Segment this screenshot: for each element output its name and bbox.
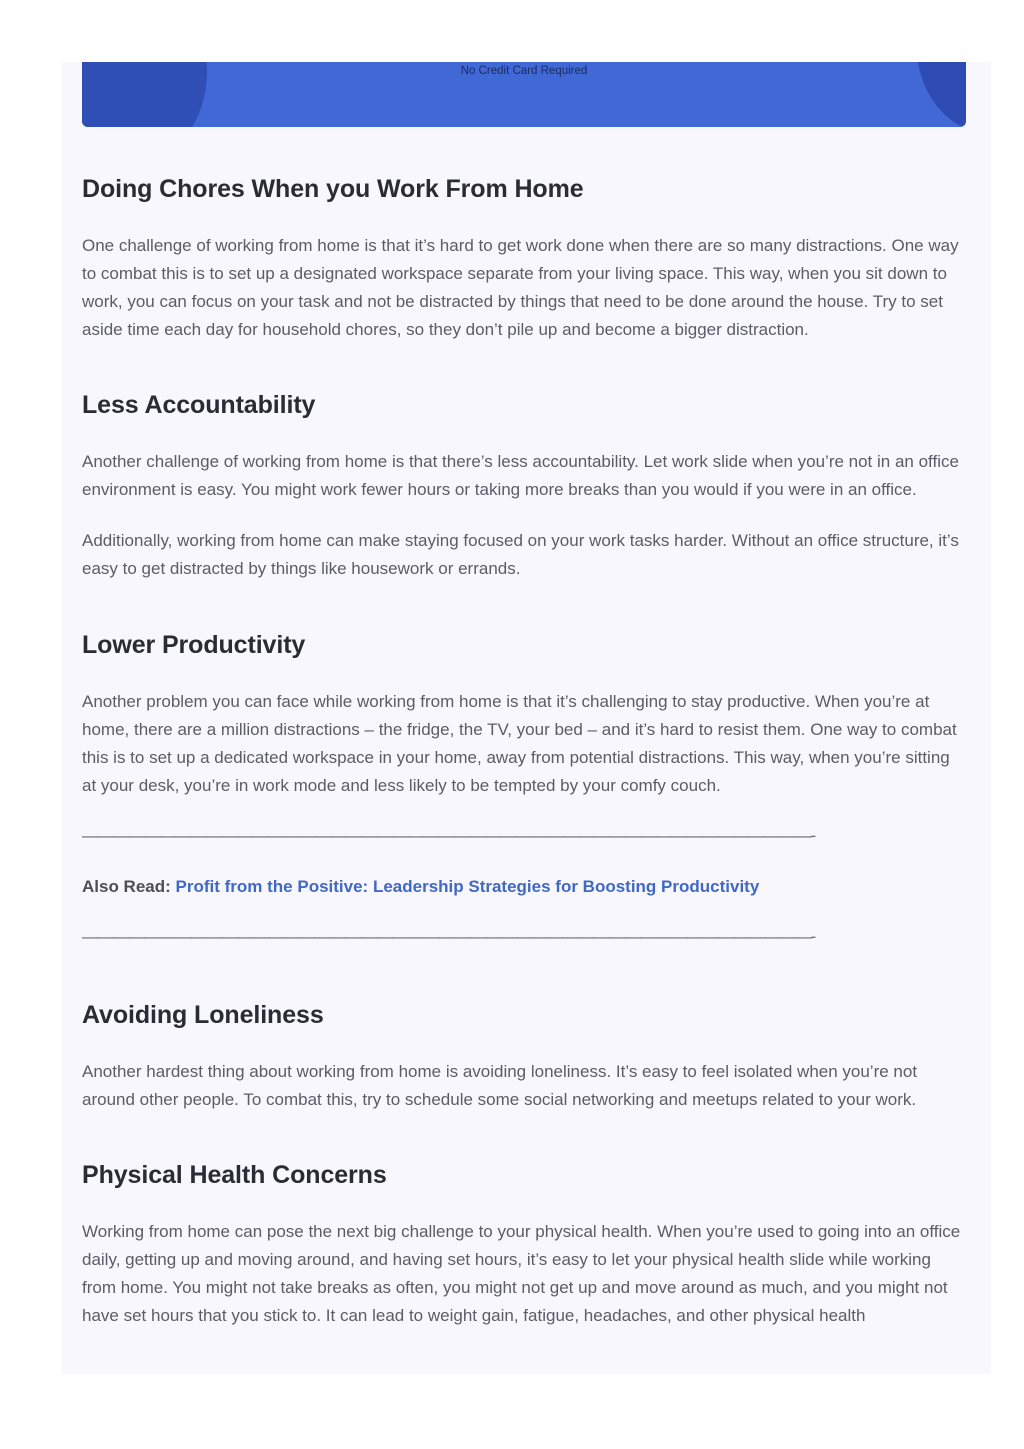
divider-line: ———————————————————————————————————————————————- [82, 826, 815, 845]
also-read-label: Also Read: [82, 877, 171, 896]
paragraph: One challenge of working from home is that it’s hard to get work done when there are so many distractions. One way to combat this is to set up a designated workspace separate from your living space. This way, when you sit down to work, you can focus on your task and not be distracted by things that need to be done around the house. Try to set aside time each day for household chores, so they don’t pile up and become a bigger distraction. [82, 236, 959, 339]
also-read [82, 873, 966, 901]
section-heading: Doing Chores When you Work From Home [82, 175, 584, 203]
paragraph: Working from home can pose the next big challenge to your physical health. When you’re used to going into an office daily, getting up and moving around, and having set hours, it’s easy to let your physical health slide while working from home. You might not take breaks as often, you might not get up and move around as much, and you might not have set hours that you stick to. It can lead to weight gain, fatigue, headaches, and other physical health [82, 1222, 961, 1325]
paragraph: Another hardest thing about working from home is avoiding loneliness. It’s easy to feel isolated when you’re not around other people. To combat this, try to schedule some social networking and meetups related to your work. [82, 1062, 918, 1109]
promo-banner[interactable] [82, 62, 966, 127]
section-heading: Avoiding Loneliness [82, 1001, 324, 1029]
article-card [62, 62, 991, 1374]
article-body [82, 170, 966, 1330]
paragraph: Another problem you can face while working from home is that it’s challenging to stay productive. When you’re at home, there are a million distractions – the fridge, the TV, your bed – and it’s hard to resist them. One way to combat this is to set up a dedicated workspace in your home, away from potential distractions. This way, when you’re sitting at your desk, you’re in work mode and less likely to be tempted by your comfy couch. [82, 692, 957, 795]
divider-line: ———————————————————————————————————————————————- [82, 927, 815, 946]
section-heading: Less Accountability [82, 391, 316, 419]
paragraph: Another challenge of working from home is that there’s less accountability. Let work slide when you’re not in an office environment is easy. You might work fewer hours or taking more breaks than you would if you were in an office. [82, 452, 959, 499]
banner-note: No Credit Card Required [460, 65, 588, 77]
paragraph: Additionally, working from home can make staying focused on your work tasks harder. Without an office structure, it’s easy to get distracted by things like housework or errands. [82, 531, 959, 578]
also-read-link[interactable]: Profit from the Positive: Leadership Strategies for Boosting Productivity [175, 877, 760, 896]
section-heading: Physical Health Concerns [82, 1161, 387, 1189]
section-heading: Lower Productivity [82, 631, 306, 659]
